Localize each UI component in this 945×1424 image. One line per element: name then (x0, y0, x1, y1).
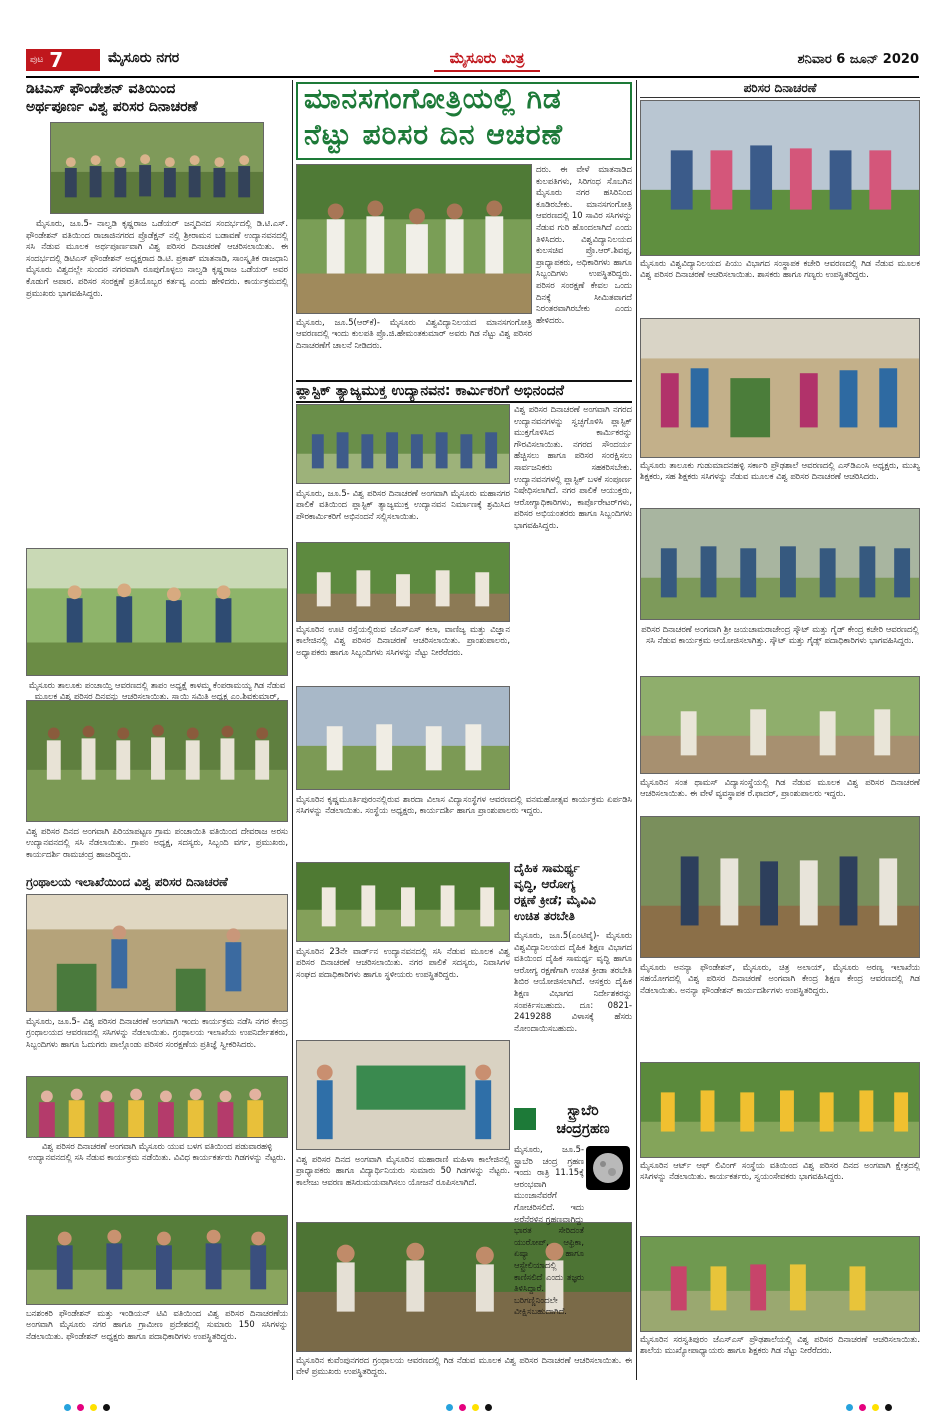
registration-marks-right (846, 1404, 892, 1411)
headline-fitness-2: ವೃದ್ಧಿ, ಆರೋಗ್ಯ (514, 877, 576, 891)
moon-photo (586, 1146, 630, 1190)
photo-banashankari-foundation (26, 1215, 288, 1305)
section-title: ಮೈಸೂರು ನಗರ (108, 50, 180, 66)
headline-dts-line1: ಡಿಟಿಎಸ್ ಫೌಂಡೇಶನ್ ವತಿಯಿಂದ (26, 81, 176, 97)
photo-yuva-balaga (26, 1076, 288, 1138)
caption-jss-college: ಮೈಸೂರಿನ ಊಟಿ ರಸ್ತೆಯಲ್ಲಿರುವ ಜೆಎಸ್‌ಎಸ್ ಕಲಾ, ವಾಣಿಜ್ಯ ಮತ್ತು ವಿಜ್ಞಾನ ಕಾಲೇಜಿನಲ್ಲಿ ವಿಶ್ವ ಪರಿಸರ ದಿನಾಚರಣೆ ಆಚರಿಸಲಾಯಿತು. ಪ್ರಾಂಶುಪಾಲರು, ಅಧ್ಯಾಪಕರು ಹಾಗೂ ಸಿಬ್ಬಂದಿಗಳು ಸಸಿಗಳನ್ನು ನೆಟ್ಟು ನೀರೆರೆದರು. (296, 624, 510, 657)
caption-manasagangotri: ಮೈಸೂರು, ಜೂ.5(ಆರ್‌ಕೆ)- ಮೈಸೂರು ವಿಶ್ವವಿದ್ಯಾನಿಲಯದ ಮಾನಸಗಂಗೋತ್ರಿ ಆವರಣದಲ್ಲಿ ಇಂದು ಕುಲಪತಿ ಪ್ರೊ.ಜಿ.ಹೇಮಂತಕುಮಾರ್ ಅವರು ಗಿಡ ನೆಟ್ಟು ವಿಶ್ವ ಪರಿಸರ ದಿನಾಚರಣೆಗೆ ಚಾಲನೆ ನೀಡಿದರು. (296, 317, 532, 350)
caption-sharada-vilas: ಮೈಸೂರಿನ ಕೃಷ್ಣಮೂರ್ತಿಪುರಂನಲ್ಲಿರುವ ಶಾರದಾ ವಿಲಾಸ ವಿದ್ಯಾಸಂಸ್ಥೆಗಳ ಆವರಣದಲ್ಲಿ ವನಮಹೋತ್ಸವ ಕಾರ್ಯಕ್ರಮ ಏರ್ಪಡಿಸಿ ಸಸಿಗಳನ್ನು ನೆಡಲಾಯಿತು. ಸಂಸ್ಥೆಯ ಅಧ್ಯಕ್ಷರು, ಕಾರ್ಯದರ್ಶಿ ಹಾಗೂ ಪ್ರಾಂಶುಪಾಲರು ಇದ್ದರು. (296, 794, 632, 816)
black-dot-icon (885, 1404, 892, 1411)
photo-art-of-living (640, 1062, 920, 1158)
masthead-logo: ಮೈಸೂರು ಮಿತ್ರ (434, 46, 540, 72)
main-headline-line2: ನೆಟ್ಟು ಪರಿಸರ ದಿನ ಆಚರಣೆ (304, 118, 564, 151)
caption-ward-park: ಮೈಸೂರಿನ 23ನೇ ವಾರ್ಡ್‌ನ ಉದ್ಯಾನವನದಲ್ಲಿ ಸಸಿ ನೆಡುವ ಮೂಲಕ ವಿಶ್ವ ಪರಿಸರ ದಿನಾಚರಣೆ ಆಚರಿಸಲಾಯಿತು. ನಗರ ಪಾಲಿಕೆ ಸದಸ್ಯರು, ನಿವಾಸಿಗಳ ಸಂಘದ ಪದಾಧಿಕಾರಿಗಳು ಹಾಗೂ ಸ್ಥಳೀಯರು ಉಪಸ್ಥಿತರಿದ್ದರು. (296, 946, 510, 979)
cyan-dot-icon (64, 1404, 71, 1411)
photo-university-pu (640, 100, 920, 256)
main-headline-line1: ಮಾನಸಗಂಗೋತ್ರಿಯಲ್ಲಿ ಗಿಡ (304, 82, 562, 115)
yellow-dot-icon (872, 1404, 879, 1411)
eclipse-marker-icon (514, 1108, 536, 1130)
story-eclipse-part1: ಮೈಸೂರು, ಜೂ.5- ಸ್ಟ್ರಾಬೆರಿ ಚಂದ್ರ ಗ್ರಹಣ ಇಂದು ರಾತ್ರಿ 11.15ಕ್ಕೆ ಆರಂಭವಾಗಿ ಮುಂಜಾನೆವರೆಗೆ ಗೋಚರಿಸಲಿದೆ. ಇದು ಅರೆನೆರಳಿನ ಗ್ರಹಣವಾಗಿದ್ದು ಭಾರತ ಸೇರಿದಂತೆ ಯುರೋಪ್, ಆಫ್ರಿಕಾ, ಏಷ್ಯಾ ಹಾಗೂ ಆಸ್ಟ್ರೇಲಿಯಾದಲ್ಲಿ ಕಾಣಿಸಲಿದೆ ಎಂದು ತಜ್ಞರು ತಿಳಿಸಿದ್ದಾರೆ. ಬರಿಗಣ್ಣಿನಿಂದಲೇ ವೀಕ್ಷಿಸಬಹುದಾಗಿದೆ. (514, 1144, 584, 1317)
photo-gudumadanahalli-school (640, 318, 920, 458)
photo-st-thomas (640, 676, 920, 774)
photo-library-dept (26, 894, 288, 1012)
caption-banashankari-foundation: ಬನಶಂಕರಿ ಫೌಂಡೇಶನ್ ಮತ್ತು ಇಂಡಿಯನ್ ಟಿವಿ ವತಿಯಿಂದ ವಿಶ್ವ ಪರಿಸರ ದಿನಾಚರಣೆಯ ಅಂಗವಾಗಿ ಮೈಸೂರು ನಗರ ಹಾಗೂ ಗ್ರಾಮೀಣ ಪ್ರದೇಶದಲ್ಲಿ ಸುಮಾರು 150 ಸಸಿಗಳನ್ನು ನೆಡಲಾಯಿತು. ಫೌಂಡೇಶನ್ ಅಧ್ಯಕ್ಷರು ಹಾಗೂ ಪದಾಧಿಕಾರಿಗಳು ಉಪಸ್ಥಿತರಿದ್ದರು. (26, 1308, 288, 1341)
caption-taluk-panchayat: ಮೈಸೂರು ತಾಲೂಕು ಪಂಚಾಯ್ತಿ ಆವರಣದಲ್ಲಿ ತಾಪಂ ಅಧ್ಯಕ್ಷೆ ಕಾಳಮ್ಮ ಕೆಂಪರಾಮಯ್ಯ ಗಿಡ ನೆಡುವ ಮೂಲಕ ವಿಶ್ವ ಪರಿಸರ ದಿನವನ್ನು ಆಚರಿಸಲಾಯಿತು. ಸ್ಥಾಯಿ ಸಮಿತಿ ಅಧ್ಯಕ್ಷ ಎಂ.ಶಿವಕುಮಾರ್, (28, 680, 286, 702)
registration-marks-left (64, 1404, 110, 1411)
photo-plastic-free-park (296, 404, 510, 484)
magenta-dot-icon (459, 1404, 466, 1411)
photo-ward-park (296, 862, 510, 942)
registration-marks-center (446, 1404, 492, 1411)
photo-manasagangotri (296, 164, 532, 314)
caption-periyapatna: ವಿಶ್ವ ಪರಿಸರ ದಿನದ ಅಂಗವಾಗಿ ಪಿರಿಯಾಪಟ್ಟಣ ಗ್ರಾಮ ಪಂಚಾಯಿತಿ ವತಿಯಿಂದ ದೇವರಾಜ ಅರಸು ಉದ್ಯಾನವನದಲ್ಲಿ ಸಸಿ ನೆಡಲಾಯಿತು. ಗ್ರಾಪಂ ಅಧ್ಯಕ್ಷ, ಸದಸ್ಯರು, ಸಿಬ್ಬಂದಿ ವರ್ಗ, ಪ್ರಮುಖರು, ಕಾರ್ಯದರ್ಶಿ ರಾಮಚಂದ್ರ ಹಾಜರಿದ್ದರು. (26, 826, 288, 859)
headline-dts-line2: ಅರ್ಥಪೂರ್ಣ ವಿಶ್ವ ಪರಿಸರ ದಿನಾಚರಣೆ (26, 99, 198, 115)
caption-ananya-foundation: ಮೈಸೂರು ಅನನ್ಯಾ ಫೌಂಡೇಶನ್, ಮೈಸೂರು, ಚಿತ್ರ ಅಲಾಯ್, ಮೈಸೂರು ಅರಣ್ಯ ಇಲಾಖೆಯ ಸಹಯೋಗದಲ್ಲಿ ವಿಶ್ವ ಪರಿಸರ ದಿನಾಚರಣೆ ಅಂಗವಾಗಿ ಕೇಂದ್ರ ಶಿಕ್ಷಣ ಕೇಂದ್ರ ಆವರಣದಲ್ಲಿ ಗಿಡ ನೆಡಲಾಯಿತು. ಅನನ್ಯಾ ಫೌಂಡೇಶನ್ ಕಾರ್ಯದರ್ಶಿಗಳು ಉಪಸ್ಥಿತರಿದ್ದರು. (640, 962, 920, 995)
headline-environment-day: ಪರಿಸರ ದಿನಾಚರಣೆ (640, 82, 920, 98)
photo-taluk-panchayat (26, 548, 288, 676)
caption-st-thomas: ಮೈಸೂರಿನ ಸಂತ ಥಾಮಸ್ ವಿದ್ಯಾಸಂಸ್ಥೆಯಲ್ಲಿ ಗಿಡ ನೆಡುವ ಮೂಲಕ ವಿಶ್ವ ಪರಿಸರ ದಿನಾಚರಣೆ ಆಚರಿಸಲಾಯಿತು. ಈ ವೇಳೆ ವ್ಯವಸ್ಥಾಪಕ ರೆ.ಫಾದರ್, ಪ್ರಾಂಶುಪಾಲರು ಇದ್ದರು. (640, 777, 920, 799)
photo-dts-foundation (50, 122, 264, 214)
page-number-badge (26, 49, 100, 71)
cyan-dot-icon (446, 1404, 453, 1411)
header-rule (26, 76, 919, 78)
caption-jss-school-saraswathipuram: ಮೈಸೂರಿನ ಸರಸ್ವತಿಪುರಂ ಜೆಎಸ್‌ಎಸ್ ಪ್ರೌಢಶಾಲೆಯಲ್ಲಿ ವಿಶ್ವ ಪರಿಸರ ದಿನಾಚರಣೆ ಆಚರಿಸಲಾಯಿತು. ಶಾಲೆಯ ಮುಖ್ಯೋಪಾಧ್ಯಾಯರು ಹಾಗೂ ಶಿಕ್ಷಕರು ಗಿಡ ನೆಟ್ಟು ನೀರೆರೆದರು. (640, 1334, 920, 1356)
caption-maharani-college: ವಿಶ್ವ ಪರಿಸರ ದಿನದ ಅಂಗವಾಗಿ ಮೈಸೂರಿನ ಮಹಾರಾಣಿ ಮಹಿಳಾ ಕಾಲೇಜಿನಲ್ಲಿ ಪ್ರಾಧ್ಯಾಪಕರು ಹಾಗೂ ವಿದ್ಯಾರ್ಥಿನಿಯರು ಸುಮಾರು 50 ಗಿಡಗಳನ್ನು ನೆಟ್ಟರು. ಕಾಲೇಜು ಆವರಣ ಹಸಿರುಮಯವಾಗಿಸಲು ಯೋಜನೆ ರೂಪಿಸಲಾಗಿದೆ. (296, 1154, 510, 1187)
magenta-dot-icon (77, 1404, 84, 1411)
story-manasagangotri: ದರು. ಈ ವೇಳೆ ಮಾತನಾಡಿದ ಕುಲಪತಿಗಳು, ಸಿರಿಗಂಧ ಸೊಬಗಿನ ಮೈಸೂರು ನಗರ ಹಸಿರಿನಿಂದ ಕೂಡಿರಬೇಕು. ಮಾನಸಗಂಗೋತ್ರಿ ಆವರಣದಲ್ಲಿ 10 ಸಾವಿರ ಸಸಿಗಳನ್ನು ನೆಡುವ ಗುರಿ ಹೊಂದಲಾಗಿದೆ ಎಂದು ತಿಳಿಸಿದರು. ವಿಶ್ವವಿದ್ಯಾನಿಲಯದ ಕುಲಸಚಿವ ಪ್ರೊ.ಆರ್.ಶಿವಪ್ಪ, ಪ್ರಾಧ್ಯಾಪಕರು, ಅಧಿಕಾರಿಗಳು ಹಾಗೂ ಸಿಬ್ಬಂದಿಗಳು ಉಪಸ್ಥಿತರಿದ್ದರು. ಪರಿಸರ ಸಂರಕ್ಷಣೆ ಕೇವಲ ಒಂದು ದಿನಕ್ಕೆ ಸೀಮಿತವಾಗದೆ ನಿರಂತರವಾಗಿರಬೇಕು ಎಂದು ಹೇಳಿದರು. (536, 164, 632, 325)
photo-periyapatna (26, 700, 288, 822)
headline-eclipse-2: ಚಂದ್ರಗ್ರಹಣ (556, 1121, 610, 1137)
caption-kuvempunagar-library: ಮೈಸೂರಿನ ಕುವೆಂಪುನಗರದ ಗ್ರಂಥಾಲಯ ಆವರಣದಲ್ಲಿ ಗಿಡ ನೆಡುವ ಮೂಲಕ ವಿಶ್ವ ಪರಿಸರ ದಿನಾಚರಣೆ ಆಚರಿಸಲಾಯಿತು. ಈ ವೇಳೆ ಪ್ರಮುಖರು ಉಪಸ್ಥಿತರಿದ್ದರು. (296, 1355, 632, 1377)
caption-university-pu: ಮೈಸೂರು ವಿಶ್ವವಿದ್ಯಾನಿಲಯದ ಪಿಯು ವಿಭಾಗದ ಸಂಸ್ಥಾಪಕ ಕಚೇರಿ ಆವರಣದಲ್ಲಿ ಗಿಡ ನೆಡುವ ಮೂಲಕ ವಿಶ್ವ ಪರಿಸರ ದಿನಾಚರಣೆ ಆಚರಿಸಲಾಯಿತು. ಶಾಸಕರು ಹಾಗೂ ಗಣ್ಯರು ಉಪಸ್ಥಿತರಿದ್ದರು. (640, 258, 920, 280)
headline-fitness-3: ರಕ್ಷಣೆ ಕ್ರೀಡೆ; ಮೈವಿವಿ (514, 893, 596, 907)
magenta-dot-icon (859, 1404, 866, 1411)
column-rule-left (292, 80, 293, 1380)
headline-plastic-free-park: ಪ್ಲಾಸ್ಟಿಕ್ ತ್ಯಾಜ್ಯಮುಕ್ತ ಉದ್ಯಾನವನ: ಕಾರ್ಮಿಕರಿಗೆ ಅಭಿನಂದನೆ (296, 380, 632, 403)
story-plastic-free-park: ವಿಶ್ವ ಪರಿಸರ ದಿನಾಚರಣೆ ಅಂಗವಾಗಿ ನಗರದ ಉದ್ಯಾನವನಗಳನ್ನು ಸ್ವಚ್ಛಗೊಳಿಸಿ ಪ್ಲಾಸ್ಟಿಕ್ ಮುಕ್ತಗೊಳಿಸಿದ ಕಾರ್ಮಿಕರನ್ನು ಗೌರವಿಸಲಾಯಿತು. ನಗರದ ಸೌಂದರ್ಯ ಹೆಚ್ಚಿಸಲು ಹಾಗೂ ಪರಿಸರ ಸಂರಕ್ಷಿಸಲು ಸಾರ್ವಜನಿಕರು ಸಹಕರಿಸಬೇಕು. ಉದ್ಯಾನವನಗಳಲ್ಲಿ ಪ್ಲಾಸ್ಟಿಕ್ ಬಳಕೆ ಸಂಪೂರ್ಣ ನಿಷೇಧಿಸಲಾಗಿದೆ. ನಗರ ಪಾಲಿಕೆ ಆಯುಕ್ತರು, ಆರೋಗ್ಯಾಧಿಕಾರಿಗಳು, ಕಾರ್ಪೊರೇಟರ್‌ಗಳು, ಪರಿಸರ ಅಭಿಯಂತರರು ಹಾಗೂ ಸಿಬ್ಬಂದಿಗಳು ಭಾಗವಹಿಸಿದ್ದರು. (514, 404, 632, 530)
caption-scouts-guides: ಪರಿಸರ ದಿನಾಚರಣೆ ಅಂಗವಾಗಿ ಶ್ರೀ ಜಯಚಾಮರಾಜೇಂದ್ರ ಸ್ಕೌಟ್ ಮತ್ತು ಗೈಡ್ ಕೇಂದ್ರ ಕಚೇರಿ ಆವರಣದಲ್ಲಿ ಸಸಿ ನೆಡುವ ಕಾರ್ಯಕ್ರಮ ಆಯೋಜಿಸಲಾಗಿತ್ತು. ಸ್ಕೌಟ್ ಮತ್ತು ಗೈಡ್ಸ್ ಪದಾಧಿಕಾರಿಗಳು ಭಾಗವಹಿಸಿದ್ದರು. (641, 624, 919, 646)
page-label: ಪುಟ (30, 55, 44, 65)
caption-yuva-balaga: ವಿಶ್ವ ಪರಿಸರ ದಿನಾಚರಣೆ ಅಂಗವಾಗಿ ಮೈಸೂರು ಯುವ ಬಳಗ ವತಿಯಿಂದ ಪಡುವಾರಹಳ್ಳಿ ಉದ್ಯಾನವನದಲ್ಲಿ ಸಸಿ ನೆಡುವ ಕಾರ್ಯಕ್ರಮ ನಡೆಯಿತು. ವಿವಿಧ ಕಾರ್ಯಕರ್ತರು ಗಿಡಗಳನ್ನು ನೆಟ್ಟರು. (28, 1141, 286, 1163)
caption-plastic-free-park: ಮೈಸೂರು, ಜೂ.5- ವಿಶ್ವ ಪರಿಸರ ದಿನಾಚರಣೆ ಅಂಗವಾಗಿ ಮೈಸೂರು ಮಹಾನಗರ ಪಾಲಿಕೆ ವತಿಯಿಂದ ಪ್ಲಾಸ್ಟಿಕ್ ತ್ಯಾಜ್ಯಮುಕ್ತ ಉದ್ಯಾನವನ ನಿರ್ಮಾಣಕ್ಕೆ ಶ್ರಮಿಸಿದ ಪೌರಕಾರ್ಮಿಕರಿಗೆ ಅಭಿನಂದನೆ ಸಲ್ಲಿಸಲಾಯಿತು. (296, 488, 510, 521)
story-fitness-training: ಮೈಸೂರು, ಜೂ.5(ಎಂಟಿವೈ)- ಮೈಸೂರು ವಿಶ್ವವಿದ್ಯಾನಿಲಯದ ದೈಹಿಕ ಶಿಕ್ಷಣ ವಿಭಾಗದ ವತಿಯಿಂದ ದೈಹಿಕ ಸಾಮರ್ಥ್ಯ ವೃದ್ಧಿ ಹಾಗೂ ಆರೋಗ್ಯ ರಕ್ಷಣೆಗಾಗಿ ಉಚಿತ ಕ್ರೀಡಾ ತರಬೇತಿ ಶಿಬಿರ ಆಯೋಜಿಸಲಾಗಿದೆ. ಆಸಕ್ತರು ದೈಹಿಕ ಶಿಕ್ಷಣ ವಿಭಾಗದ ನಿರ್ದೇಶಕರನ್ನು ಸಂಪರ್ಕಿಸಬಹುದು. ದೂ: 0821-2419288 ವಿಳಾಸಕ್ಕೆ ಹೆಸರು ನೋಂದಾಯಿಸಬಹುದು. (514, 930, 632, 1033)
photo-jss-college (296, 542, 510, 622)
photo-sharada-vilas (296, 686, 510, 790)
cyan-dot-icon (846, 1404, 853, 1411)
story-dts-foundation: ಮೈಸೂರು, ಜೂ.5- ನಾಲ್ವಡಿ ಕೃಷ್ಣರಾಜ ಒಡೆಯರ್ ಜನ್ಮದಿನದ ಸಂದರ್ಭದಲ್ಲಿ ಡಿ.ಟಿ.ಎಸ್. ಫೌಂಡೇಶನ್ ವತಿಯಿಂದ ರಾಜಾಜಿನಗರದ ಪ್ರೊಡೆಕ್ಷನ್ ನಲ್ಲಿ ಶ್ರೀರಾಮನ ಬಡಾವಣೆ ಉದ್ಯಾನವನದಲ್ಲಿ ಸಸಿ ನೆಡುವ ಮೂಲಕ ಅರ್ಥಪೂರ್ಣವಾಗಿ ವಿಶ್ವ ಪರಿಸರ ದಿನಾಚರಣೆ ಆಚರಿಸಲಾಯಿತು. ಈ ಸಂದರ್ಭದಲ್ಲಿ ಡಿಟಿಎಸ್ ಫೌಂಡೇಶನ್ ಅಧ್ಯಕ್ಷರಾದ ಡಿ.ಟಿ. ಪ್ರಕಾಶ್ ಮಾತನಾಡಿ, ಸಾಂಸ್ಕೃತಿಕ ರಾಜಧಾನಿ ಮೈಸೂರು ವಿಶ್ವದಲ್ಲೇ ಸುಂದರ ನಗರವಾಗಿ ರೂಪುಗೊಳ್ಳಲು ನಾಲ್ವಡಿ ಕೃಷ್ಣರಾಜ ಒಡೆಯರ್ ಅವರ ಕೊಡುಗೆ ಅಪಾರ. ಪರಿಸರ ಸಂರಕ್ಷಣೆ ಪ್ರತಿಯೊಬ್ಬರ ಕರ್ತವ್ಯ ಎಂದು ಹೇಳಿದರು. ಕಾರ್ಯಕ್ರಮದಲ್ಲಿ ಪ್ರಮುಖರು ಭಾಗವಹಿಸಿದ್ದರು. (26, 218, 288, 298)
caption-art-of-living: ಮೈಸೂರಿನ ಆರ್ಟ್ ಆಫ್ ಲಿವಿಂಗ್ ಸಂಸ್ಥೆಯ ವತಿಯಿಂದ ವಿಶ್ವ ಪರಿಸರ ದಿನದ ಅಂಗವಾಗಿ ಕ್ಷೇತ್ರದಲ್ಲಿ ಸಸಿಗಳನ್ನು ನೆಡಲಾಯಿತು. ಕಾರ್ಯಕರ್ತರು, ಸ್ವಯಂಸೇವಕರು ಭಾಗವಹಿಸಿದ್ದರು. (640, 1160, 920, 1182)
black-dot-icon (103, 1404, 110, 1411)
headline-fitness-1: ದೈಹಿಕ ಸಾಮರ್ಥ್ಯ (514, 861, 580, 875)
dateline: ಶನಿವಾರ 6 ಜೂನ್ 2020 (797, 52, 919, 67)
yellow-dot-icon (90, 1404, 97, 1411)
story-library-dept: ಮೈಸೂರು, ಜೂ.5- ವಿಶ್ವ ಪರಿಸರ ದಿನಾಚರಣೆ ಅಂಗವಾಗಿ ಇಂದು ಕಾರ್ಯಕ್ರಮ ನಡೆಸಿ ನಗರ ಕೇಂದ್ರ ಗ್ರಂಥಾಲಯದ ಆವರಣದಲ್ಲಿ ಸಸಿಗಳನ್ನು ನೆಡಲಾಯಿತು. ಗ್ರಂಥಾಲಯ ಇಲಾಖೆಯ ಉಪನಿರ್ದೇಶಕರು, ಸಿಬ್ಬಂದಿಗಳು ಹಾಗೂ ಓದುಗರು ಪಾಲ್ಗೊಂಡು ಪರಿಸರ ಸಂರಕ್ಷಣೆಯ ಪ್ರತಿಜ್ಞೆ ಸ್ವೀಕರಿಸಿದರು. (26, 1016, 288, 1049)
headline-eclipse-1: ಸ್ಟ್ರಾಬೆರಿ (567, 1103, 599, 1119)
photo-maharani-college (296, 1040, 510, 1150)
black-dot-icon (485, 1404, 492, 1411)
headline-library-dept: ಗ್ರಂಥಾಲಯ ಇಲಾಖೆಯಿಂದ ವಿಶ್ವ ಪರಿಸರ ದಿನಾಚರಣೆ (26, 875, 228, 889)
column-rule-right (636, 80, 637, 1380)
photo-jss-school-saraswathipuram (640, 1236, 920, 1332)
yellow-dot-icon (472, 1404, 479, 1411)
photo-scouts-guides (640, 508, 920, 620)
photo-ananya-foundation (640, 816, 920, 958)
page-number: 7 (49, 48, 64, 72)
headline-fitness-4: ಉಚಿತ ತರಬೇತಿ (514, 909, 575, 923)
caption-gudumadanahalli-school: ಮೈಸೂರು ತಾಲೂಕು ಗುಡುಮಾದನಹಳ್ಳಿ ಸರ್ಕಾರಿ ಪ್ರೌಢಶಾಲೆ ಆವರಣದಲ್ಲಿ ಎಸ್‌ಡಿಎಂಸಿ ಅಧ್ಯಕ್ಷರು, ಮುಖ್ಯ ಶಿಕ್ಷಕರು, ಸಹ ಶಿಕ್ಷಕರು ಸಸಿಗಳನ್ನು ನೆಡುವ ಮೂಲಕ ವಿಶ್ವ ಪರಿಸರ ದಿನಾಚರಣೆ ಆಚರಿಸಿದರು. (640, 460, 920, 482)
